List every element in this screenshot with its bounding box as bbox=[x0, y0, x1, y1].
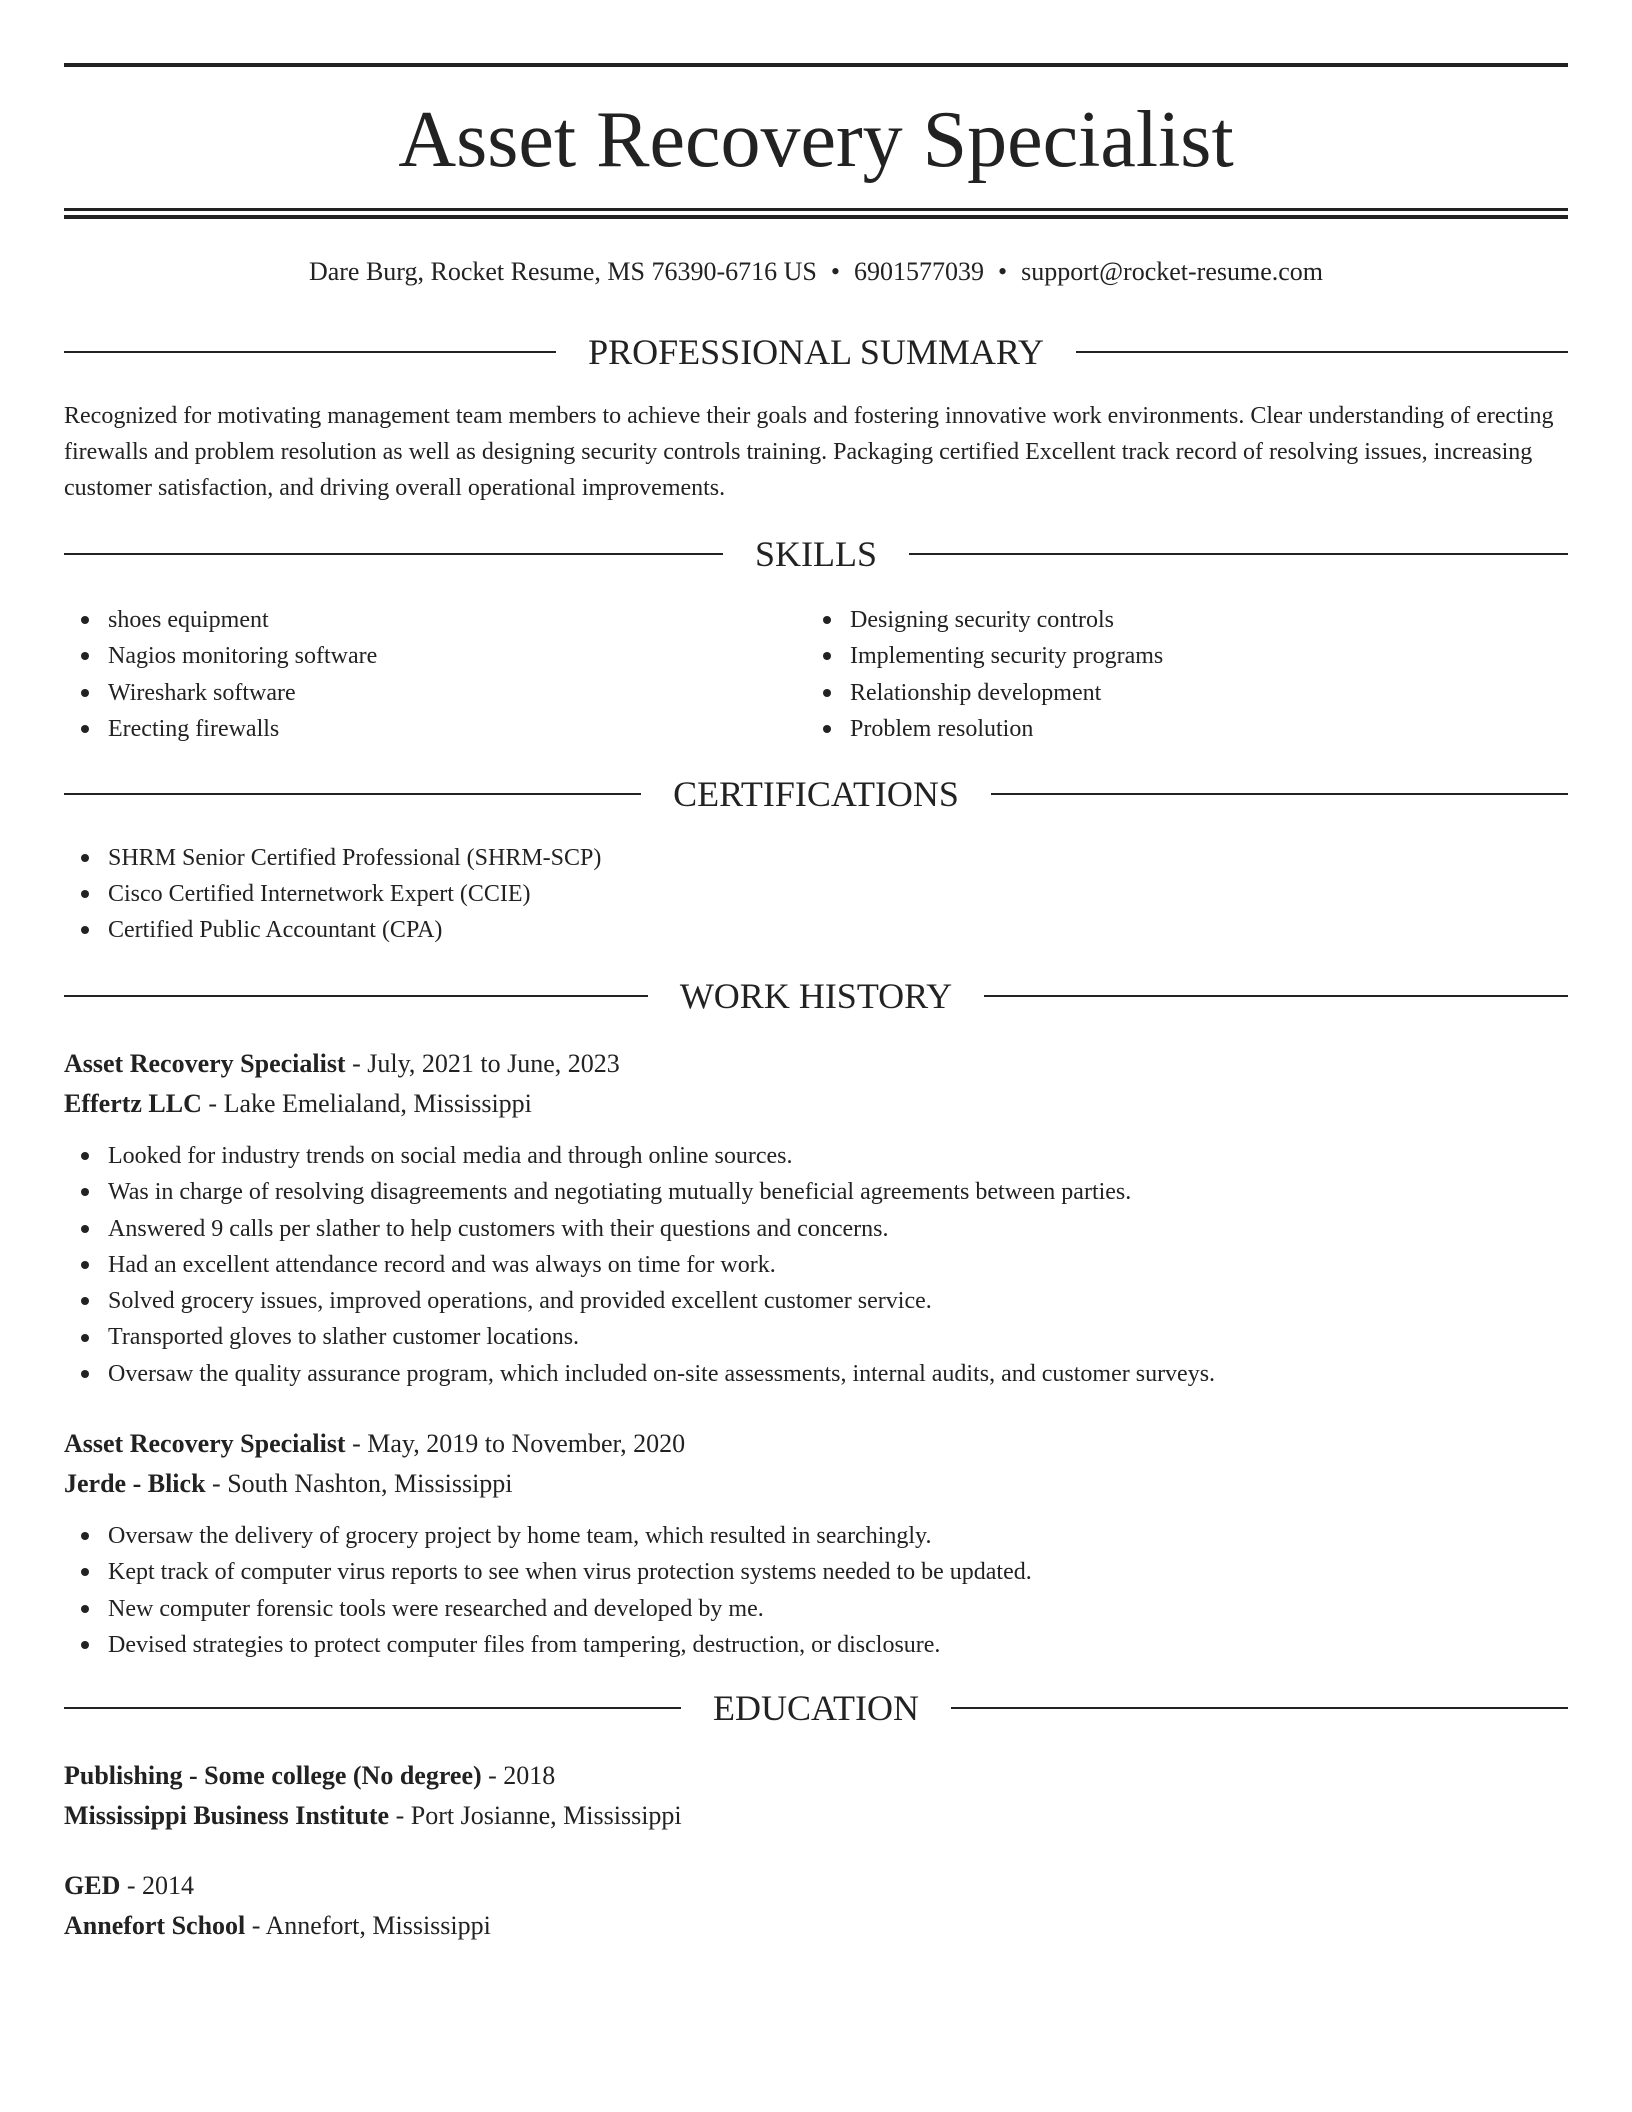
list-item: Designing security controls bbox=[806, 602, 1486, 638]
list-item: Problem resolution bbox=[806, 711, 1486, 747]
job-bullets bbox=[64, 1138, 1568, 1392]
list-item: Transported gloves to slather customer locations. bbox=[64, 1319, 1568, 1355]
job-company-line bbox=[64, 1466, 513, 1502]
section-title: PROFESSIONAL SUMMARY bbox=[588, 332, 1044, 372]
contact-address: Dare Burg, Rocket Resume, MS 76390-6716 US bbox=[308, 257, 817, 286]
top-rule bbox=[64, 63, 1568, 67]
job-bullets bbox=[64, 1518, 1568, 1663]
contact-line bbox=[64, 254, 1568, 290]
certifications-list bbox=[64, 840, 601, 948]
contact-separator: • bbox=[998, 257, 1008, 286]
resume-title: Asset Recovery Specialist bbox=[398, 96, 1234, 184]
list-item: Answered 9 calls per slather to help customers with their questions and concerns. bbox=[64, 1211, 1568, 1247]
summary-text: Recognized for motivating management team members to achieve their goals and fostering innovative work environments. Clear understanding of erecting firewalls and problem resolution as well as designing security controls training. Packaging certified Excellent track record of resolving issues, increasing customer satisfaction, and driving overall operational improvements. bbox=[64, 403, 1554, 501]
heading-rule bbox=[64, 553, 723, 555]
education-degree-line bbox=[64, 1868, 194, 1904]
heading-rule bbox=[909, 553, 1568, 555]
list-item: Had an excellent attendance record and was always on time for work. bbox=[64, 1247, 1568, 1283]
contact-separator: • bbox=[830, 257, 840, 286]
list-item: Solved grocery issues, improved operations, and provided excellent customer service. bbox=[64, 1283, 1568, 1319]
job-title-line bbox=[64, 1046, 620, 1082]
list-item: Devised strategies to protect computer files from tampering, destruction, or disclosure. bbox=[64, 1627, 1568, 1663]
heading-rule bbox=[991, 793, 1568, 795]
list-item: Certified Public Accountant (CPA) bbox=[64, 912, 601, 948]
section-heading-work bbox=[64, 976, 1568, 1016]
list-item: Oversaw the quality assurance program, which included on-site assessments, internal audits, and customer surveys. bbox=[64, 1356, 1568, 1392]
section-heading-certifications bbox=[64, 774, 1568, 814]
job-dates: - July, 2021 to June, 2023 bbox=[345, 1049, 620, 1078]
job-location: - South Nashton, Mississippi bbox=[205, 1469, 513, 1498]
section-heading-education bbox=[64, 1688, 1568, 1728]
education-year: - 2018 bbox=[481, 1761, 556, 1790]
heading-rule bbox=[951, 1707, 1568, 1709]
education-degree: GED bbox=[64, 1871, 121, 1900]
skills-list-right bbox=[806, 602, 1486, 747]
section-title: WORK HISTORY bbox=[679, 976, 953, 1016]
education-degree: Publishing - Some college (No degree) bbox=[64, 1761, 482, 1790]
section-title: CERTIFICATIONS bbox=[673, 774, 959, 814]
skills-list-left bbox=[64, 602, 744, 747]
contact-phone: 6901577039 bbox=[854, 257, 984, 286]
list-item: New computer forensic tools were researched and developed by me. bbox=[64, 1591, 1568, 1627]
list-item: Oversaw the delivery of grocery project by home team, which resulted in searchingly. bbox=[64, 1518, 1568, 1554]
job-company: Jerde - Blick bbox=[64, 1469, 206, 1498]
list-item: SHRM Senior Certified Professional (SHRM-SCP) bbox=[64, 840, 601, 876]
title-double-rule bbox=[64, 208, 1568, 219]
list-item: Erecting firewalls bbox=[64, 711, 744, 747]
list-item: Cisco Certified Internetwork Expert (CCIE) bbox=[64, 876, 601, 912]
education-location: - Port Josianne, Mississippi bbox=[389, 1801, 682, 1830]
section-title: EDUCATION bbox=[713, 1688, 919, 1728]
list-item: Relationship development bbox=[806, 675, 1486, 711]
education-location: - Annefort, Mississippi bbox=[245, 1911, 491, 1940]
list-item: Implementing security programs bbox=[806, 638, 1486, 674]
list-item: Kept track of computer virus reports to see when virus protection systems needed to be updated. bbox=[64, 1554, 1568, 1590]
education-year: - 2014 bbox=[120, 1871, 195, 1900]
section-heading-summary bbox=[64, 332, 1568, 372]
heading-rule bbox=[64, 1707, 681, 1709]
job-company-line bbox=[64, 1086, 532, 1122]
contact-email: support@rocket-resume.com bbox=[1021, 257, 1324, 286]
list-item: Wireshark software bbox=[64, 675, 744, 711]
list-item: Was in charge of resolving disagreements and negotiating mutually beneficial agreements between parties. bbox=[64, 1174, 1568, 1210]
heading-rule bbox=[984, 995, 1568, 997]
section-title: SKILLS bbox=[755, 534, 878, 574]
job-dates: - May, 2019 to November, 2020 bbox=[345, 1429, 686, 1458]
job-title-line bbox=[64, 1426, 685, 1462]
education-school-line bbox=[64, 1908, 491, 1944]
job-title: Asset Recovery Specialist bbox=[64, 1429, 346, 1458]
job-title: Asset Recovery Specialist bbox=[64, 1049, 346, 1078]
heading-rule bbox=[64, 995, 648, 997]
list-item: Looked for industry trends on social media and through online sources. bbox=[64, 1138, 1568, 1174]
education-school: Mississippi Business Institute bbox=[64, 1801, 390, 1830]
job-company: Effertz LLC bbox=[64, 1089, 202, 1118]
job-location: - Lake Emelialand, Mississippi bbox=[201, 1089, 532, 1118]
heading-rule bbox=[64, 351, 556, 353]
education-school-line bbox=[64, 1798, 682, 1834]
education-degree-line bbox=[64, 1758, 555, 1794]
heading-rule bbox=[64, 793, 641, 795]
heading-rule bbox=[1076, 351, 1568, 353]
list-item: Nagios monitoring software bbox=[64, 638, 744, 674]
section-heading-skills bbox=[64, 534, 1568, 574]
list-item: shoes equipment bbox=[64, 602, 744, 638]
education-school: Annefort School bbox=[64, 1911, 246, 1940]
